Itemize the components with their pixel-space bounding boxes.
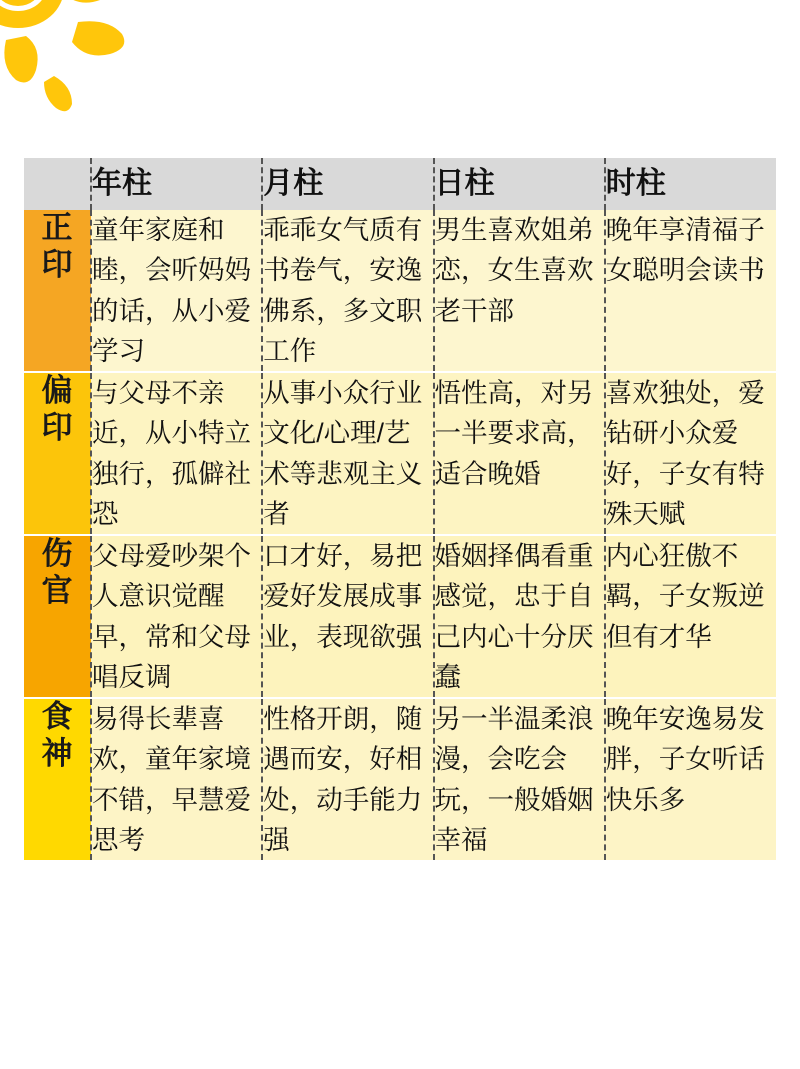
cell-shangguan-month: 口才好，易把爱好发展成事业，表现欲强 xyxy=(262,535,433,698)
row-label-char: 印 xyxy=(41,409,73,445)
cell-shishen-month: 性格开朗，随遇而安，好相处，动手能力强 xyxy=(262,698,433,861)
table-corner-cell xyxy=(24,158,91,210)
row-label-char: 食 xyxy=(41,699,73,735)
cell-shishen-day: 另一半温柔浪漫，会吃会玩，一般婚姻幸福 xyxy=(434,698,605,861)
bazi-table-container xyxy=(24,158,776,862)
row-label-char: 神 xyxy=(41,735,73,771)
bazi-table xyxy=(24,158,776,862)
row-label-char: 偏 xyxy=(41,373,73,409)
cell-zhengyin-day: 男生喜欢姐弟恋，女生喜欢老干部 xyxy=(434,210,605,372)
column-header-month: 月柱 xyxy=(262,158,433,210)
cell-pianyin-hour: 喜欢独处，爱钻研小众爱好，子女有特殊天赋 xyxy=(605,372,776,535)
row-label-zhengyin xyxy=(24,210,91,372)
cell-zhengyin-year: 童年家庭和睦，会听妈妈的话，从小爱学习 xyxy=(91,210,262,372)
row-label-shishen xyxy=(24,698,91,861)
cell-pianyin-year: 与父母不亲近，从小特立独行，孤僻社恐 xyxy=(91,372,262,535)
cell-shishen-hour: 晚年安逸易发胖，子女听话快乐多 xyxy=(605,698,776,861)
cell-shangguan-day: 婚姻择偶看重感觉，忠于自己内心十分厌蠢 xyxy=(434,535,605,698)
row-label-char: 印 xyxy=(41,246,73,282)
row-label-char: 官 xyxy=(41,572,73,608)
row-label-shangguan xyxy=(24,535,91,698)
column-header-day: 日柱 xyxy=(434,158,605,210)
cell-shangguan-hour: 内心狂傲不羁，子女叛逆但有才华 xyxy=(605,535,776,698)
cell-shangguan-year: 父母爱吵架个人意识觉醒早，常和父母唱反调 xyxy=(91,535,262,698)
row-label-char: 正 xyxy=(41,210,73,245)
table-row xyxy=(24,698,776,861)
row-label-char: 伤 xyxy=(41,536,73,572)
table-row xyxy=(24,210,776,372)
sun-icon xyxy=(0,0,200,160)
table-header-row xyxy=(24,158,776,210)
column-header-year: 年柱 xyxy=(91,158,262,210)
cell-zhengyin-hour: 晚年享清福子女聪明会读书 xyxy=(605,210,776,372)
cell-pianyin-day: 悟性高，对另一半要求高，适合晚婚 xyxy=(434,372,605,535)
column-header-hour: 时柱 xyxy=(605,158,776,210)
cell-zhengyin-month: 乖乖女气质有书卷气，安逸佛系，多文职工作 xyxy=(262,210,433,372)
table-row xyxy=(24,535,776,698)
row-label-pianyin xyxy=(24,372,91,535)
table-row xyxy=(24,372,776,535)
cell-shishen-year: 易得长辈喜欢，童年家境不错，早慧爱思考 xyxy=(91,698,262,861)
cell-pianyin-month: 从事小众行业文化/心理/艺术等悲观主义者 xyxy=(262,372,433,535)
